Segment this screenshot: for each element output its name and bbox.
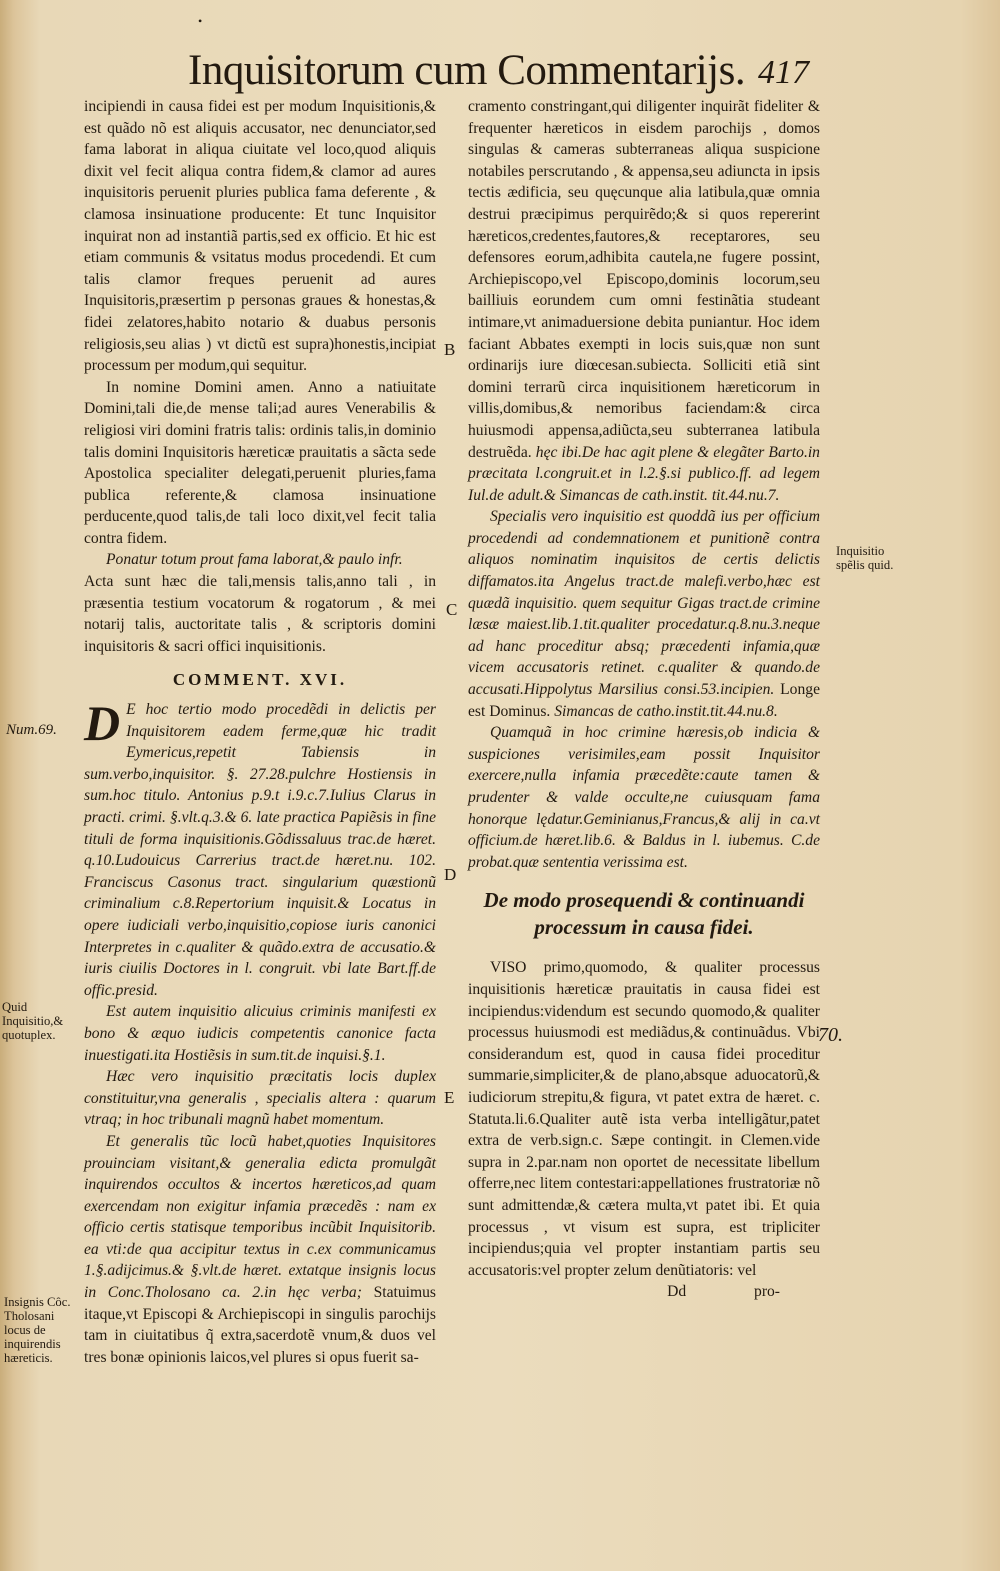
- margin-note-insignis: Insignis Côc. Tholosani locus de inquirendis hæreticis.: [4, 1295, 71, 1365]
- right-para-2: [468, 506, 820, 722]
- left-para-3-italic: Ponatur totum prout fama laborat,& paulo infr.: [106, 551, 403, 569]
- right-para-2-roman: Longe est Dominus.: [468, 681, 820, 720]
- ink-dot-icon: •: [198, 14, 203, 28]
- left-para-1: incipiendi in causa fidei est per modum Inquisitionis,& est quãdo nõ est aliquis accusator, nec denunciator,sed fama laborat in aliqua ciuitate vel loco,quod aliquis dixit vel fecit aliqua contra fidem,& clamor ad aures inquisitoris peruenit pluries publica fama deferente , & clamosa insinuatione producente: Et tunc Inquisitor inquirat non ad instantiã partis,sed ex officio. Et hic est etiam communis & vsitatus modus procedendi. Et cum talis clamor freques peruenit ad aures Inquisitoris,præsertim p personas graues & honestas,& fidei zelatores,habito notario & duabus personis religiosis,seu alias ) vt dictũ est supra)honestis,incipiat processum per modum,qui sequitur.: [84, 98, 436, 375]
- section-letter-d: D: [444, 865, 457, 884]
- left-para-3: Acta sunt hæc die tali,mensis talis,anno tali , in præsentia testium vocatorum & rogatorum , & mei notarij talis, auctoritate talis , & scriptoris domini inquisitoris & sacri offici inquisitionis.: [84, 573, 436, 655]
- right-para-1-italic: hęc ibi.De hac agit plene & elegãter Barto.in præcitata l.congruit.et in l.2.§.si publico.ff. ad legem Iul.de adult.& Simancas de cath.instit. tit.44.nu.7.: [468, 443, 820, 504]
- margin-note-quid: Quid Inquisitio,& quotuplex.: [2, 1000, 64, 1042]
- left-para-2: In nomine Domini amen. Anno a natiuitate Domini,tali die,de mense tali;ad aures Venerabilis & religiosi viri domini fratris talis: ordinis talis,in dominio talis domini Inquisitoris hæreticæ prauitatis a sãcta sede Apostolica specialiter delegati,peruenit pluries,fama publica referente,& clamosa insinuatione perducente,quod talis,de tali loco dixit,vel fecit talia contra fidem.: [84, 378, 436, 547]
- right-column: [468, 96, 820, 1303]
- comment-para-1-text: E hoc tertio modo procedẽdi in delictis per Inquisitorem eadem ferme,quæ hic tradit Eymericus,repetit Tabiensis in sum.verbo,inquisitor. §. 27.28.pulchre Hostiensis in sum.hoc titulo. Antonius p.9.t i.9.c.7.Iulius Clarus in practi. crimi. §.vlt.q.3.& 6. late practica Papiẽsis in fine tituli de forma inquisitionis.Gõdissaluus trac.de hæret. q.10.Ludouicus Carrerius tract.de hæret.nu. 102. Franciscus Casonus tract. singularium quæstionũ criminalium c.8.Repertorium inquisit.& Locatus in opere iudiciali verbo,inquisitio,copiose iuris canonici Interpretes in c.qualiter & quãdo.extra de accusatio.& iuris ciuilis Doctores in l. congruit. vbi late Bart.ff.de offic.presid.: [84, 701, 436, 999]
- catchword: pro-: [754, 1283, 780, 1301]
- comment-para-4-roman: Statuimus itaque,vt Episcopi & Archiepiscopi in singulis parochijs tam in ciuitatibus q̃ extra,sacerdotẽ vnum,& duos vel tres bonæ opinionis laicos,vel plures si opus fuerit sa-: [84, 1284, 436, 1366]
- right-para-2-italic-end: Simancas de catho.instit.tit.44.nu.8.: [554, 702, 778, 720]
- drop-cap: D: [84, 695, 121, 752]
- signature-line: [468, 1281, 820, 1303]
- right-para-3: Quamquã in hoc crimine hæresis,ob indicia & suspiciones verisimiles,eam possit Inquisitor exercere,nulla infamia præcedẽte:caute tamen & prudenter & valde occulte,ne cuiusquam fama honorque lędatur.Geminianus,Francus,& alij in ca.vt officium.de hæret.lib.6. & Baldus in l. iubemus. C.de probat.quæ sententia verissima est.: [468, 724, 820, 871]
- comment-para-3: Hæc vero inquisitio præcitatis locis duplex constituitur,vna generalis , specialis altera : quarum vtraq; in hoc tribunali magnũ habet momentum.: [84, 1068, 436, 1129]
- comment-heading: COMMENT. XVI.: [172, 670, 348, 690]
- right-para-1-roman: cramento constringant,qui diligenter inquirãt fideliter & frequenter hæreticos in eisdem parochijs , domos singulas & cameras subterraneas aliqua suspicione notabiles perscrutando , & appensa,seu adiuncta in ipsis tectis ædificia, seu quęcunque alia latibula,quæ omnia destrui præcipimus perquirẽdo;& si quos repererint hæreticos,credentes,fautores,& receptarores, seu defensores eorum,adhibita cautela,ne fugere possint, Archiepiscopo,vel Episcopo,dominis locorum,seu bailliuis eorundem cum omni festinãtia studeant intimare,vt animaduersione debita puniantur. Hoc idem faciant Abbates exempti in locis suis,quæ non sunt ordinarijs iure diœcesan.subiecta. Solliciti etiã sint domini terrarũ circa inquisitionem hæreticorum in villis,domibus,& nemoribus faciendam:& circa huiusmodi appensa,adiũcta,seu subterranea latibula destruẽda.: [468, 98, 820, 461]
- margin-note-num-69: Num.69.: [6, 722, 57, 738]
- comment-para-1: [84, 695, 436, 1001]
- comment-para-4-italic: Et generalis tũc locũ habet,quoties Inquisitores prouinciam visitant,& generalia edicta promulgãt inquirendos occultos & incertos hæreticos,ad quam exercendam non exigitur infamia præcedẽs : nam ex officio certis statisque temporibus incũbit Inquisitorib. ea vti:de qua accipitur textus in c.ex communicamus 1.§.adijcimus.& §.vlt.de hæret. extatque insignis locus in Conc.Tholosano ca. 2.in hęc verba;: [84, 1132, 436, 1302]
- left-column: [84, 96, 436, 1368]
- comment-para-4: [84, 1131, 436, 1369]
- signature-mark: Dd: [667, 1283, 687, 1301]
- section-letter-e: E: [444, 1088, 455, 1107]
- right-para-4: VISO primo,quomodo, & qualiter processus inquisitionis hæreticæ prauitatis in causa fidei est incipiendus:videndum est secundo quomodo,& qualiter processus huiusmodi est mediãdus,& continuãdus. Vbi considerandum est, quod in causa fidei proceditur summarie,simpliciter,& de plano,absque aduocatorũ,& iudiciorum strepitu,& figura, vt patet extra de hæret. c. Statuta.li.6.Qualiter autẽ ista verba intelligãtur,patet extra de verb.sign.c. Sæpe contingit. in Clemen.vide supra in 2.par.nam non oportet de necessitate libellum offerre,nec litem contestari:appellationes frustratoriæ nõ sunt admittendæ,& cætera multa,vt patet ibi. Et quia processus , vt visum est supra, est tripliciter incipiendus;quia vel propter instantiam partis seu accusatoris:vel propter zelum denũtiatoris: vel: [468, 959, 820, 1279]
- page-number: 417: [758, 54, 809, 91]
- section-letter-b: B: [444, 340, 456, 359]
- margin-note-num-70: 70.: [818, 1024, 843, 1046]
- right-para-1: [468, 96, 820, 506]
- section-title: De modo prosequendi & continuandi processum in causa fidei.: [483, 888, 805, 940]
- section-letter-c: C: [446, 600, 458, 619]
- comment-para-2: Est autem inquisitio alicuius criminis manifesti ex bono & æquo iudicis competentis canonice facta inuestigati.ita Hostiẽsis in sum.tit.de inquisi.§.1.: [84, 1003, 436, 1064]
- right-para-2-italic: Specialis vero inquisitio est quoddã ius per officium procedendi ad condemnationem et punitionẽ contra aliquos nominatim inquisitos de certis delictis diffamatos.ita Angelus tract.de malefi.verbo,hæc est quædã inquisitio. quem sequitur Gigas tract.de crimine læsæ maiest.lib.1.tit.qualiter procedatur.q.8.nu.3.neque ad hanc proceditur absq; præcedenti infamia,quæ vicem accusatoris retinet. c.qualiter & quando.de accusati.Hippolytus Marsilius consi.53.incipien.: [468, 508, 820, 699]
- running-title: Inquisitorum cum Commentarijs.: [188, 47, 746, 94]
- margin-note-inquisitio: Inquisitio spẽlis quid.: [836, 544, 894, 572]
